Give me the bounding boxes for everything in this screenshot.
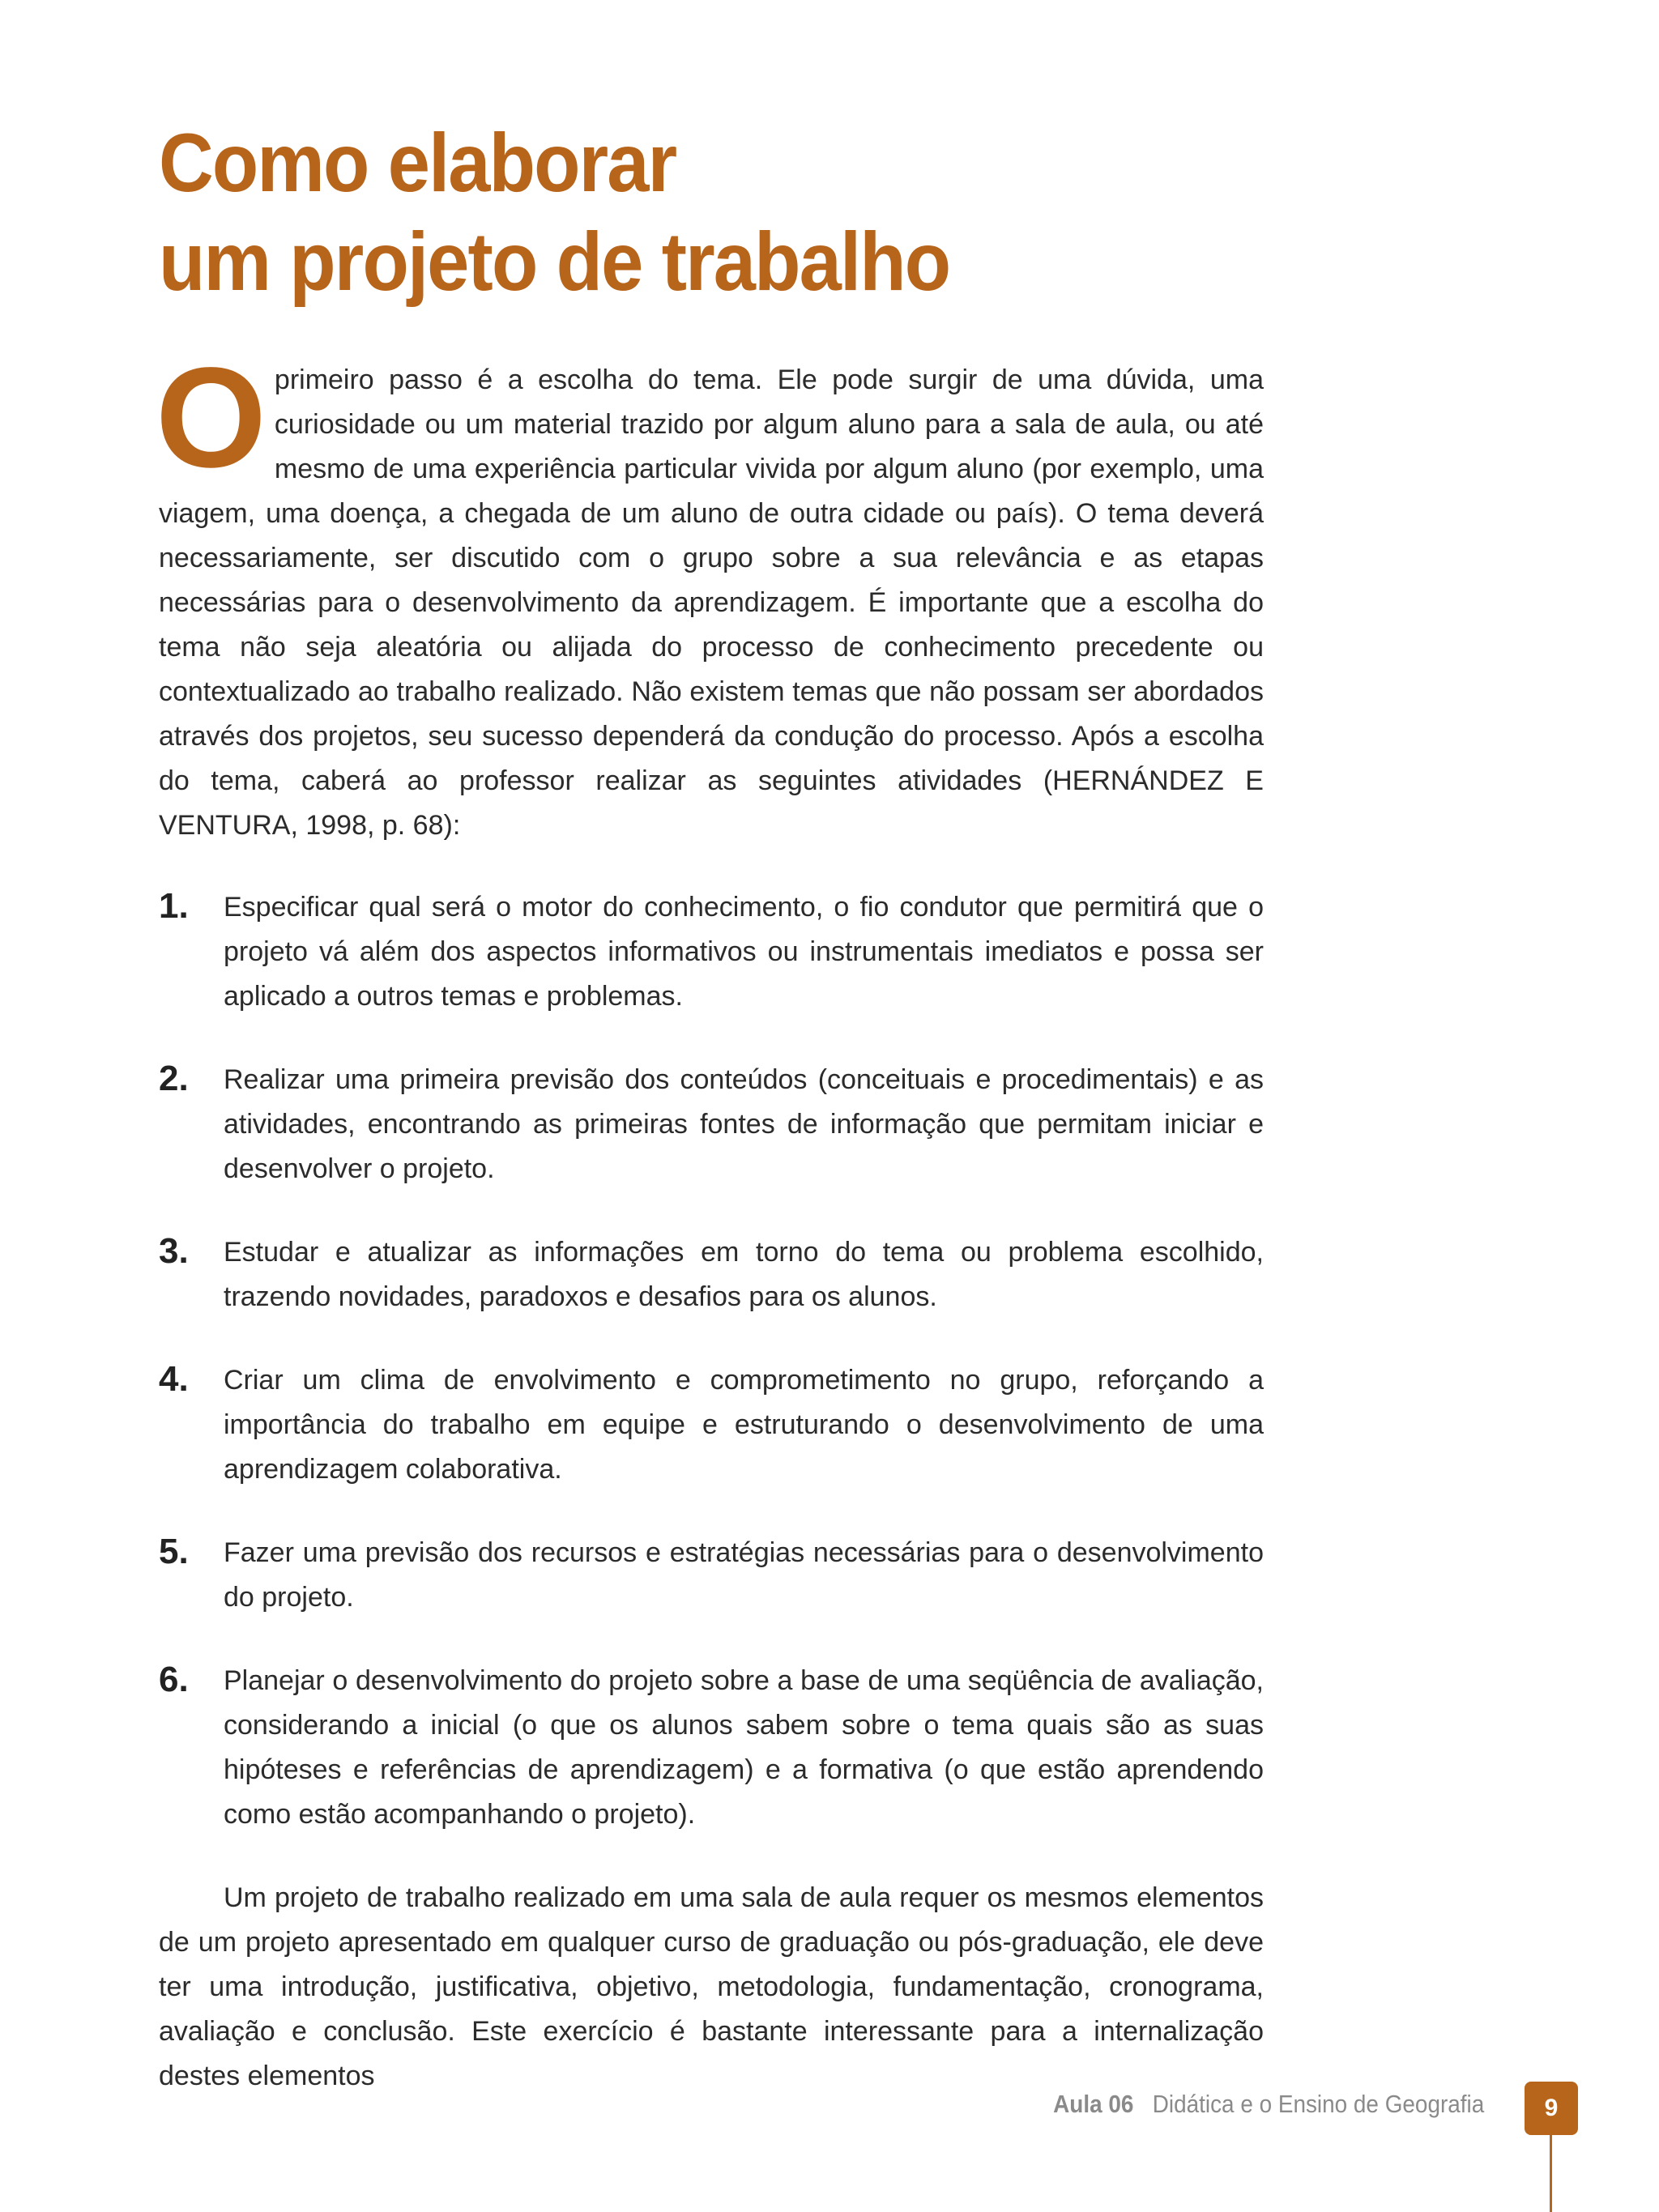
list-item-number: 2. xyxy=(159,1059,189,1098)
footer-course: Didática e o Ensino de Geografia xyxy=(1152,2090,1484,2118)
page-title-line-1: Como elaborar xyxy=(159,117,676,209)
activities-list xyxy=(159,885,1264,1837)
list-item xyxy=(159,1659,1264,1837)
footer-lesson: Aula 06 xyxy=(1052,2090,1134,2118)
list-item-number: 4. xyxy=(159,1359,189,1399)
page-title xyxy=(159,113,949,311)
list-item-number: 3. xyxy=(159,1231,189,1271)
closing-paragraph: Um projeto de trabalho realizado em uma sala de aula requer os mesmos elementos de um projeto apresentado em qualquer curso de graduação ou pós-graduação, ele deve ter uma introdução, justificativa, objetivo, metodologia, fundamentação, cronograma, avaliação e conclusão. Este exercício é bastante interessante para a internalização destes elementos xyxy=(159,1882,1264,2091)
list-item xyxy=(159,1531,1264,1620)
page-number-badge: 9 xyxy=(1525,2082,1578,2135)
intro-text: primeiro passo é a escolha do tema. Ele pode surgir de uma dúvida, uma curiosidade ou um material trazido por algum aluno para a sala de aula, ou até mesmo de uma experiência particular vivida por algum aluno (por exemplo, uma viagem, uma doença, a chegada de um aluno de outra cidade ou país). O tema deverá necessariamente, ser discutido com o grupo sobre a sua relevância e as etapas necessárias para o desenvolvimento da aprendizagem. É importante que a escolha do tema não seja aleatória ou alijada do processo de conhecimento precedente ou contextualizado ao trabalho realizado. Não existem temas que não possam ser abordados através dos projetos, seu sucesso dependerá da condução do processo. Após a escolha do tema, caberá ao professor realizar as seguintes atividades (HERNÁNDEZ E VENTURA, 1998, p. 68): xyxy=(159,364,1264,841)
list-item-text: Realizar uma primeira previsão dos conteúdos (conceituais e procedimentais) e as atividades, encontrando as primeiras fontes de informação que permitam iniciar e desenvolver o projeto. xyxy=(224,1064,1264,1184)
list-item-text: Criar um clima de envolvimento e comprometimento no grupo, reforçando a importância do trabalho em equipe e estruturando o desenvolvimento de uma aprendizagem colaborativa. xyxy=(224,1365,1264,1485)
page-title-line-2: um projeto de trabalho xyxy=(159,215,950,308)
drop-cap: O xyxy=(156,339,267,497)
list-item xyxy=(159,1230,1264,1319)
list-item xyxy=(159,885,1264,1019)
list-item-number: 5. xyxy=(159,1532,189,1571)
list-item-text: Planejar o desenvolvimento do projeto sobre a base de uma seqüência de avaliação, considerando a inicial (o que os alunos sabem sobre o tema quais são as suas hipóteses e referências de aprendizagem) e a formativa (o que estão aprendendo como estão acompanhando o projeto). xyxy=(224,1665,1264,1830)
list-item xyxy=(159,1358,1264,1492)
list-item-number: 6. xyxy=(159,1660,189,1699)
list-item xyxy=(159,1058,1264,1191)
list-item-text: Estudar e atualizar as informações em torno do tema ou problema escolhido, trazendo novidades, paradoxos e desafios para os alunos. xyxy=(224,1237,1264,1312)
list-item-number: 1. xyxy=(159,886,189,926)
main-content xyxy=(156,339,1264,2099)
list-item-text: Especificar qual será o motor do conhecimento, o fio condutor que permitirá que o projeto vá além dos aspectos informativos ou instrumentais imediatos e possa ser aplicado a outros temas e problemas. xyxy=(224,892,1264,1012)
page-footer xyxy=(1053,2090,1484,2119)
intro-paragraph xyxy=(156,339,1264,848)
page-number-line xyxy=(1550,2135,1552,2212)
list-item-text: Fazer uma previsão dos recursos e estratégias necessárias para o desenvolvimento do projeto. xyxy=(224,1537,1264,1613)
